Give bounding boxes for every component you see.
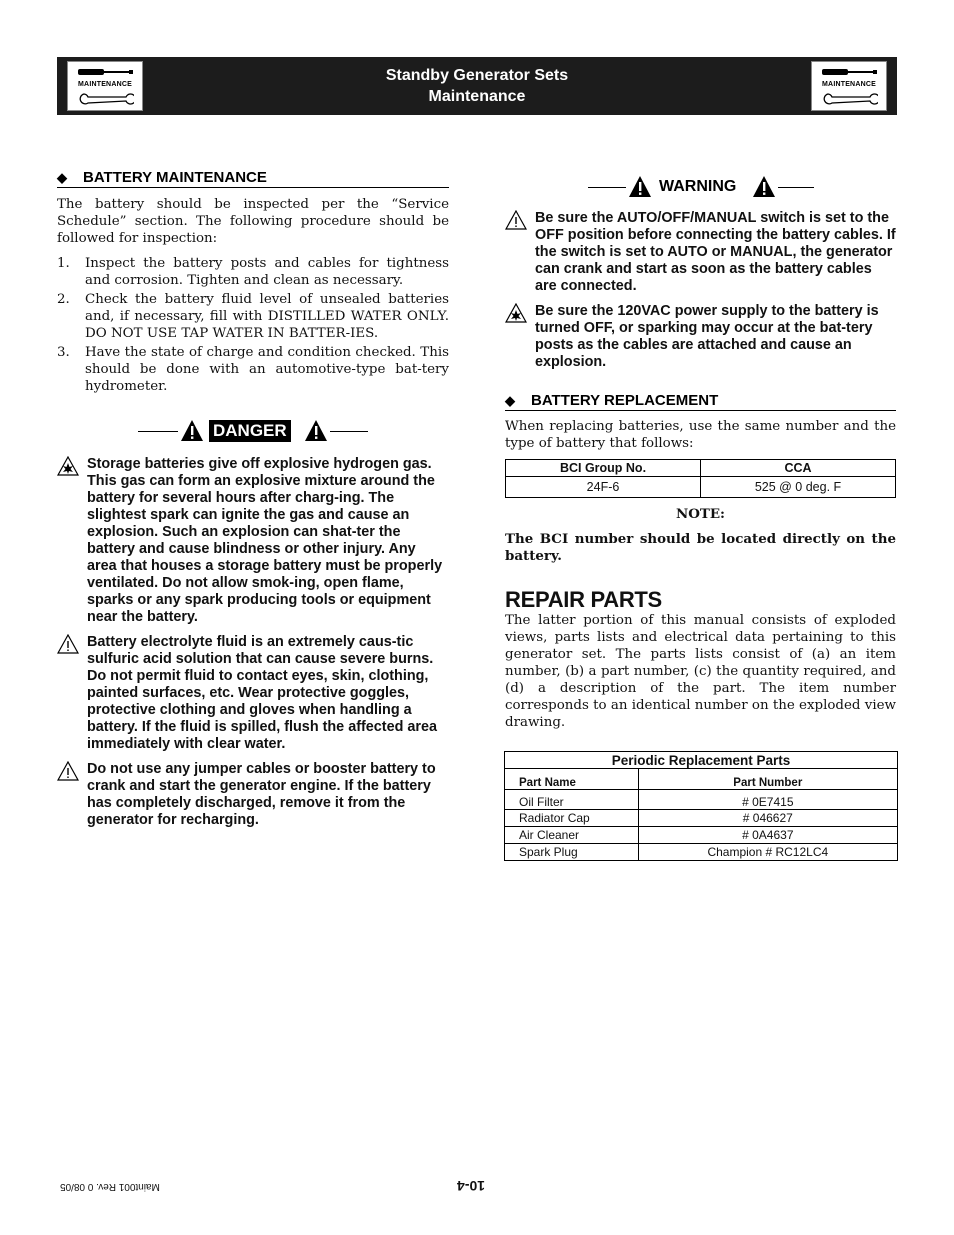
header-title-line1: Standby Generator Sets <box>385 67 569 84</box>
table-cell: 24F-6 <box>506 477 701 498</box>
logo-text: MAINTENANCE <box>822 81 876 88</box>
warning-banner <box>588 175 814 201</box>
list-item <box>57 344 449 395</box>
warning-triangle-icon <box>180 419 204 443</box>
wrench-icon <box>822 92 878 106</box>
page-number: 10-4 <box>457 1178 486 1194</box>
diamond-bullet-icon: ◆ <box>505 393 515 408</box>
table-cell: Radiator Cap <box>505 810 639 827</box>
danger-text: Battery electrolyte fluid is an extremely caus-tic sulfuric acid solution that can cause severe burns. Do not permit fluid to contact eyes, skin, clothing, painted surfaces, etc. Wear protective goggles, protective clothing and gloves when handling a battery. If the fluid is spilled, flush the affected area immediately with clear water. <box>87 634 437 752</box>
step-number: 2. <box>57 292 70 307</box>
list-item <box>57 255 449 289</box>
warning-triangle-icon <box>628 175 652 199</box>
table-row <box>505 810 898 827</box>
screwdriver-icon <box>822 67 878 77</box>
bci-table <box>505 459 896 498</box>
table-caption-row <box>505 752 898 769</box>
page-header <box>57 57 897 115</box>
warning-triangle-icon <box>752 175 776 199</box>
table-cell: # 0A4637 <box>638 827 897 844</box>
danger-label: DANGER <box>209 420 291 442</box>
heading-text: BATTERY REPLACEMENT <box>531 392 719 409</box>
table-caption: Periodic Replacement Parts <box>505 752 898 769</box>
explosion-hazard-icon <box>505 303 527 323</box>
table-header-row <box>505 769 898 790</box>
warning-item <box>535 210 896 295</box>
table-cell: Spark Plug <box>505 844 639 861</box>
screwdriver-icon <box>78 67 134 77</box>
table-header-cell: Part Name <box>505 769 639 790</box>
logo-text: MAINTENANCE <box>78 81 132 88</box>
danger-item <box>87 634 449 753</box>
wrench-icon <box>78 92 134 106</box>
maintenance-logo <box>67 61 143 111</box>
step-number: 1. <box>57 256 70 271</box>
step-number: 3. <box>57 345 70 360</box>
table-cell: Oil Filter <box>505 790 639 810</box>
inspection-steps <box>57 255 449 395</box>
explosion-hazard-icon <box>57 456 79 476</box>
section-heading-battery-replacement <box>505 392 896 411</box>
table-row <box>505 844 898 861</box>
danger-item <box>87 456 449 626</box>
table-header-cell: BCI Group No. <box>506 460 701 477</box>
heading-text: BATTERY MAINTENANCE <box>83 169 267 186</box>
table-cell: # 0E7415 <box>638 790 897 810</box>
table-cell: # 046627 <box>638 810 897 827</box>
table-row <box>505 790 898 810</box>
table-cell: Air Cleaner <box>505 827 639 844</box>
danger-banner <box>138 419 368 445</box>
header-title <box>217 65 737 107</box>
danger-text: Storage batteries give off explosive hydrogen gas. This gas can form an explosive mixture around the battery for several hours after charg-ing. The slightest spark can ignite the gas and cause an explosion. Such an explosion can shat-ter the battery and cause blindness or other injury. Any area that houses a storage battery must be properly ventilated. Do not allow smok-ing, open flame, sparks or any spark producing tools or equipment near the battery. <box>87 456 443 625</box>
warning-item <box>535 303 896 371</box>
warning-label: WARNING <box>659 178 737 195</box>
section-heading-battery-maintenance <box>57 169 449 188</box>
caution-triangle-icon <box>57 634 79 654</box>
warning-text: Be sure the AUTO/OFF/MANUAL switch is set to the OFF position before connecting the battery cables. If the switch is set to AUTO or MANUAL, the generator can crank and start as soon as the battery cables are connected. <box>535 210 896 294</box>
warning-text: Be sure the 120VAC power supply to the battery is turned OFF, or sparking may occur at the bat-tery posts as the cables are attached and cause an explosion. <box>535 303 879 370</box>
caution-triangle-icon <box>505 210 527 230</box>
diamond-bullet-icon: ◆ <box>57 170 67 185</box>
repair-parts-text: The latter portion of this manual consists of exploded views, parts lists and electrical data pertaining to this generator set. The parts lists consist of (a) an item number, (b) a part number, (c) the quantity required, and (d) a description of the part. The item number corresponds to an identical number on the exploded view drawing. <box>505 613 896 730</box>
step-text: Check the battery fluid level of unsealed batteries and, if necessary, fill with DISTILLED WATER ONLY. DO NOT USE TAP WATER IN BATTER-IES. <box>85 292 449 341</box>
repair-parts-heading: REPAIR PARTS <box>505 587 662 612</box>
note-label: NOTE: <box>675 506 726 522</box>
maintenance-logo <box>811 61 887 111</box>
battery-maintenance-intro: The battery should be inspected per the “Service Schedule” section. The following procedure should be followed for inspection: <box>57 197 449 246</box>
header-title-line2: Maintenance <box>428 88 526 105</box>
list-item <box>57 291 449 342</box>
note-text: The BCI number should be located directly on the battery. <box>505 531 896 564</box>
table-header-cell: Part Number <box>638 769 897 790</box>
periodic-parts-table <box>504 751 898 861</box>
table-header-cell: CCA <box>701 460 896 477</box>
step-text: Have the state of charge and condition checked. This should be done with an automotive-type bat-tery hydrometer. <box>85 345 449 394</box>
table-cell: Champion # RC12LC4 <box>638 844 897 861</box>
step-text: Inspect the battery posts and cables for tightness and corrosion. Tighten and clean as necessary. <box>85 256 449 288</box>
table-row <box>506 477 896 498</box>
caution-triangle-icon <box>57 761 79 781</box>
danger-item <box>87 761 449 829</box>
document-revision: Maint001 Rev. 0 08/05 <box>60 1181 160 1192</box>
table-header-row <box>506 460 896 477</box>
battery-replacement-intro: When replacing batteries, use the same number and the type of battery that follows: <box>505 419 896 451</box>
table-row <box>505 827 898 844</box>
warning-triangle-icon <box>304 419 328 443</box>
danger-text: Do not use any jumper cables or booster battery to crank and start the generator engine. If the battery has completely discharged, remove it from the generator for recharging. <box>87 761 436 828</box>
table-cell: 525 @ 0 deg. F <box>701 477 896 498</box>
